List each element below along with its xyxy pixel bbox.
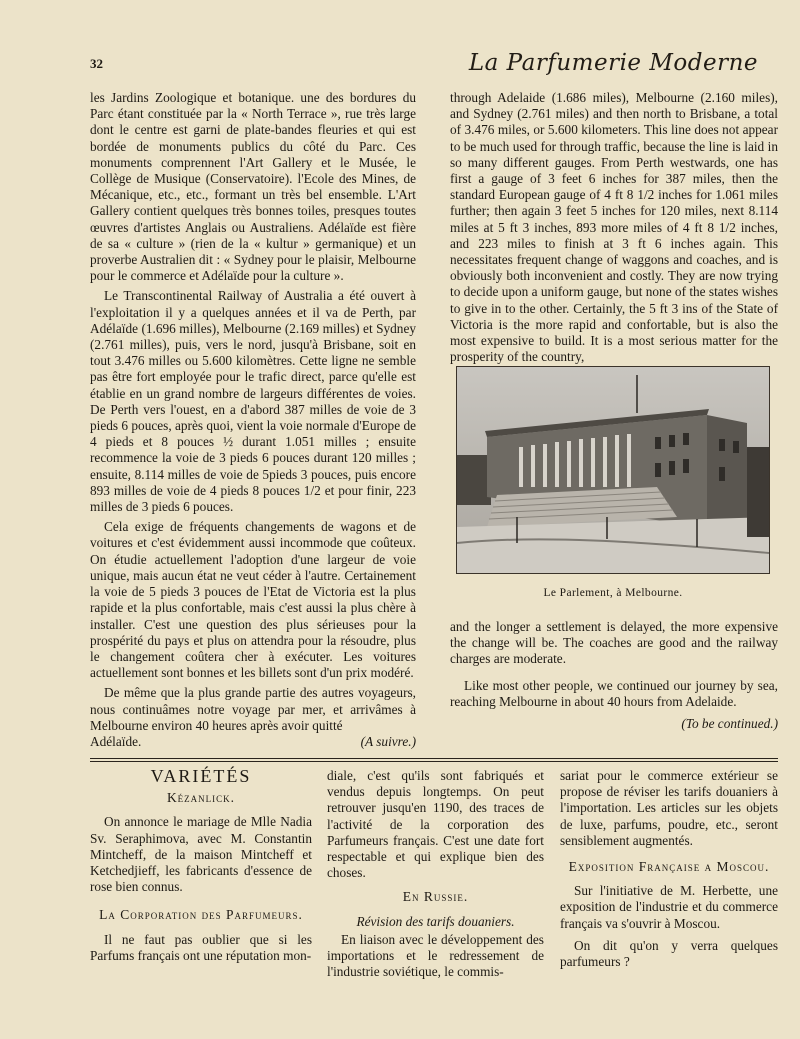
parliament-illustration xyxy=(457,367,769,573)
photo-caption: Le Parlement, à Melbourne. xyxy=(543,587,683,599)
subheading-exposition: Exposition Française a Moscou. xyxy=(568,859,770,875)
paragraph: sariat pour le commerce extérieur se propose de réviser les tarifs douaniers à l'importation. Les articles sur les objets de luxe, parfums, poudre, etc., seront sensiblement augmentés. xyxy=(560,768,778,848)
varietes-column-3 xyxy=(560,768,778,970)
varietes-column-2 xyxy=(327,768,544,980)
paragraph: En liaison avec le développement des importations et le redressement de l'industrie soviétique, le commis- xyxy=(327,931,544,980)
varietes-column-1 xyxy=(90,768,312,964)
parliament-photo xyxy=(456,366,770,574)
paragraph: les Jardins Zoologique et botanique. une des bordures du Parc étant constituée par la « North Terrace », rue très large dont le centre est garni de plate-bandes fleuries et qui est bordée de monuments publics du côté du Parc. Ces monuments comprennent l'Art Gallery et le Musée, le Collège de Musique (Conservatoire). l'Ecole des Mines, de Mécanique, etc., etc., formant un très bel ensemble. L'Art Gallery contient quelques très bonnes toiles, presques toutes œuvres d'artistes Anglais ou Australiens. Adélaïde est fière de sa « culture » (rien de la « kultur » germanique) et un proverbe Australien dit : « Sydney pour le plaisir, Melbourne pour le commerce et Adélaïde pour la culture ». xyxy=(90,90,416,284)
to-be-continued-fr: (A suivre.) xyxy=(360,733,416,749)
paragraph: Like most other people, we continued our journey by sea, reaching Melbourne in about 40 hours from Adelaide. xyxy=(450,677,778,709)
french-article xyxy=(90,90,416,750)
section-divider xyxy=(90,758,778,759)
page-number: 32 xyxy=(90,56,103,71)
english-article-bottom xyxy=(450,619,778,732)
subheading-russie: En Russie. xyxy=(402,889,469,905)
varietes-title: VARIÉTÉS xyxy=(150,766,252,786)
paragraph: Le Transcontinental Railway of Australia a été ouvert à l'exploitation il y a quelques années et il va de Perth, par Adélaïde (1.696 milles), Melbourne (2.169 milles) et Sydney (2.761 milles), puis, vers le nord, jusqu'à Brisbane, soit en tout 3.476 milles ou 5.600 kilomètres. Cette ligne ne semble pas être fort employée pour le trafic direct, parce qu'elle est établie en un grand nombre de largeurs différentes de voies. De Perth vers l'ouest, en a d'abord 387 milles de voie de 3 pieds 6 pouces, après quoi, vient la voie normale d'Europe de 4 pieds et 8 pouces ½ durant 1.051 milles ; ensuite recommence la voie de 3 pieds 6 pouces durant 120 milles ; ensuite, 8.114 milles de voie de 5pieds 3 pouces, puis encore 893 milles de voie de 4 pieds 8 pouces 1/2 et pour finir, 223 milles de 3 pieds 6 pouces. xyxy=(90,288,416,515)
paragraph: On dit qu'on y verra quelques parfumeurs ? xyxy=(560,937,778,970)
paragraph: Sur l'initiative de M. Herbette, une exposition de l'industrie et du commerce français va s'ouvrir à Moscou. xyxy=(560,883,778,931)
section-divider xyxy=(90,761,778,762)
paragraph: De même que la plus grande partie des autres voyageurs, nous continuâmes notre voyage par mer, et arrivâmes à Melbourne environ 40 heures après avoir quitté xyxy=(90,685,416,733)
subheading-corporation: La Corporation des Parfumeurs. xyxy=(99,907,303,923)
paragraph: and the longer a settlement is delayed, the more expensive the change will be. The coaches are good and the railway charges are moderate. xyxy=(450,619,778,667)
paragraph: Cela exige de fréquents changements de wagons et de voitures et c'est évidemment aussi incommode que coûteux. On étudie actuellement l'adoption d'une largeur de voie unique, mais aucun état ne veut céder à l'autre. Certainement la voie de 5 pieds 3 pouces de l'Etat de Victoria est la plus rapide et la plus confortable, mais c'est aussi la plus chère à installer. C'est une question des plus sérieuses pour la prospérité du pays et plus on attendra pour la résoudre, plus le changement coûtera cher à exécuter. Les voitures actuellement sont bonnes et les billets sont d'un prix modéré. xyxy=(90,519,416,681)
english-article-top xyxy=(450,90,778,365)
subheading-kezanlick: Kézanlick. xyxy=(166,790,236,806)
paragraph: through Adelaide (1.686 miles), Melbourne (2.160 miles), and Sydney (2.761 miles) and then north to Brisbane, a total of 3.476 miles, or 5.600 kilometers. This line does not appear to be much used for through traffic, because the line is laid in so many different gauges. From Perth westwards, one has first a gauge of 3 feet 6 inches for 387 miles, then the standard European gauge of 4 ft 8 1/2 inches for 1.061 miles further; then again 3 feet 5 inches for 120 miles, next 8.114 miles at 5 ft 3 inches, 893 more miles of 4 ft 8 1/2 inches, and 223 miles to finish at 3 ft 6 inches again. This necessitates frequent change of waggons and coaches, and is obviously both inconvenient and costly. They are now trying to decide upon a uniform gauge, but none of the states wishes to give in to the other. Certainly, the 5 ft 3 ins of the State of Victoria is the more rapid and confortable, but is also the most expensive to build. It is a most serious matter for the prosperity of the country, xyxy=(450,90,778,365)
suivre-line xyxy=(90,734,416,750)
paragraph: Il ne faut pas oublier que si les Parfums français ont une réputation mon- xyxy=(90,931,312,963)
subheading-tarifs: Révision des tarifs douaniers. xyxy=(356,913,515,929)
to-be-continued-en: (To be continued.) xyxy=(681,716,778,732)
masthead: La Parfumerie Moderne xyxy=(468,50,758,76)
last-line-text: Adélaïde. xyxy=(90,733,142,749)
paragraph: On annonce le mariage de Mlle Nadia Sv. Seraphimova, avec M. Constantin Mintcheff, de la maison Mintcheff et Ketchedjieff, les fabricants d'essence de rose bien connus. xyxy=(90,814,312,895)
paragraph: diale, c'est qu'ils sont fabriqués et vendus depuis longtemps. On peut retrouver jusqu'en 1190, des traces de l'activité de la corporation des Parfumeurs français. C'est une date fort respectable et qui explique bien des choses. xyxy=(327,768,544,881)
